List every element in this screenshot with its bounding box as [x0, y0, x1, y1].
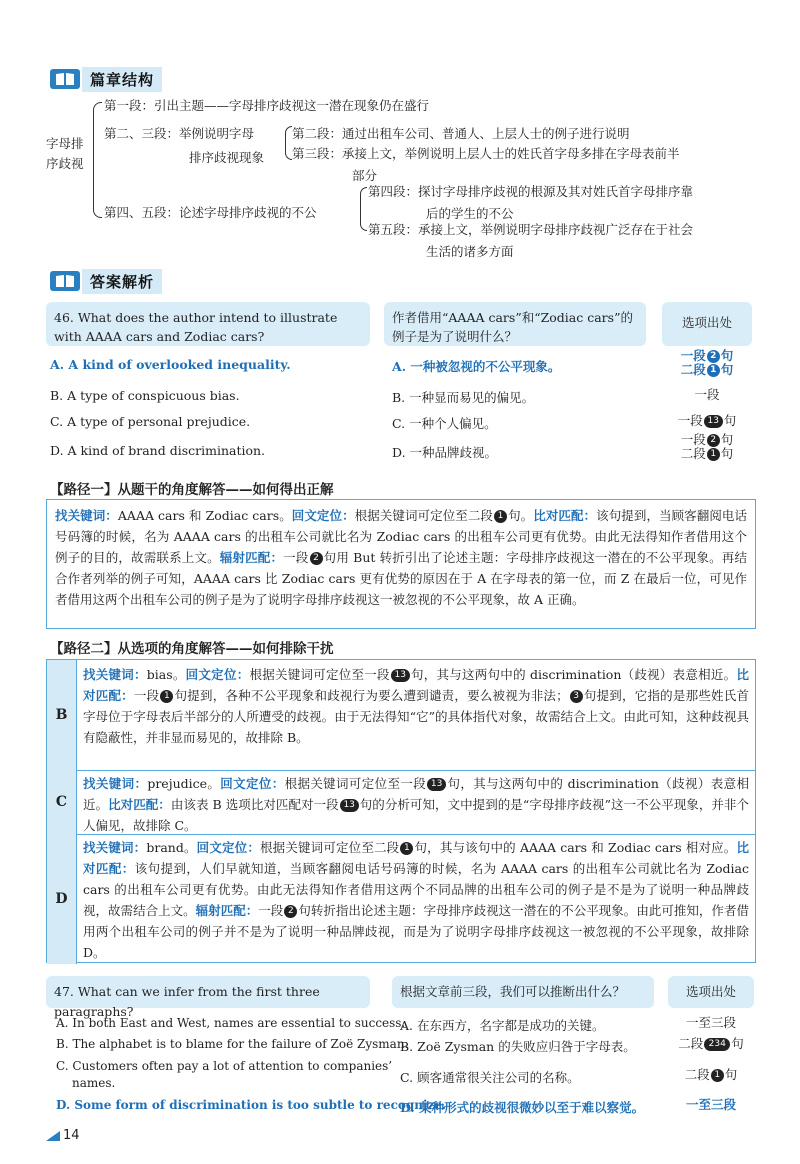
q46-option-b-zh: B. 一种显而易见的偏见。	[392, 390, 535, 405]
outline-p1: 第一段：引出主题——字母排序歧视这一潜在现象仍在盛行	[104, 98, 430, 113]
q46-option-c-en: C. A type of personal prejudice.	[50, 414, 251, 429]
row-text-d: 找关键词：brand。回文定位：根据关键词可定位至二段 1 句，其与该句中的 AAAA cars 和 Zodiac cars 相对应。比对匹配：该句提到，人们早就知道，当顾客翻阅电话号码簿的时候，名为 AAAA cars 的出租车公司就比名为 Zodiac cars 的出租车公司更有优势。由此无法得知作者借用这两个不同品牌的出租车公司的例子是不是为了说明一种品牌歧视，故需结合上文。辐射匹配：一段 2 句转折指出论述主题：字母排序歧视这一潜在的不公平现象。由此可推知，作者借用两个出租车公司的例子并不是为了说明一种品牌歧视，而是为了说明字母排序歧视这一被忽视的不公平现象，故排除 D。	[83, 840, 749, 960]
q47-source-header: 选项出处	[668, 976, 754, 1008]
outline-p45: 第四、五段：论述字母排序歧视的不公	[104, 205, 317, 220]
row-text-c: 找关键词：prejudice。回文定位：根据关键词可定位至一段 13 句，其与这两句中的 discrimination（歧视）表意相近。比对匹配：由该表 B 选项比对匹配对一段 13 句的分析可知，文中提到的是“字母排序歧视”这一不公平现象，并非个人偏见，故排除 C。	[83, 776, 749, 833]
path2-table	[46, 659, 756, 963]
q47-option-b-zh: B. Zoë Zysman 的失败应归咎于字母表。	[400, 1039, 636, 1054]
outline-p2: 第二段：通过出租车公司、普通人、上层人士的例子进行说明	[292, 126, 630, 141]
q46-option-a-en: A. A kind of overlooked inequality.	[50, 357, 291, 372]
q46-option-d-zh: D. 一种品牌歧视。	[392, 445, 498, 460]
q46-option-b-en: B. A type of conspicuous bias.	[50, 388, 240, 403]
path1-text: 找关键词：AAAA cars 和 Zodiac cars。回文定位：根据关键词可定位至二段 1 句。比对匹配：该句提到，当顾客翻阅电话号码簿的时候，名为 AAAA cars 的出租车公司就比名为 Zodiac cars 的出租车公司更有优势。由此无法得知作者借用这个例子的目的，故需联系上文。辐射匹配：一段 2 句用 But 转折引出了论述主题：字母排序歧视这一潜在的不公平现象。再结合作者列举的例子可知，AAAA cars 比 Zodiac cars 更有优势的原因在于 A 在字母表的第一位，而 Z 在最后一位，可见作者借用这两个出租车公司的例子是为了说明字母排序歧视这一被忽视的不公平现象，故 A 正确。	[55, 508, 747, 607]
outline-brace-p23	[285, 126, 292, 160]
row-text-b: 找关键词：bias。回文定位：根据关键词可定位至一段 13 句，其与这两句中的 discrimination（歧视）表意相近。比对匹配：一段 1 句提到，各种不公平现象和歧视行为要么遭到谴责，要么被视为非法； 3 句提到，它指的是那些姓氏首字母位于字母表后半部分的人所遭受的歧视。由于无法得知“它”的具体指代对象，故需结合上文。由此可知，这种歧视具有隐蔽性，并非显而易见的，故排除 B。	[83, 667, 749, 745]
q46-source-b: 一段	[694, 387, 720, 402]
outline-p3: 第三段：承接上文，举例说明上层人士的姓氏首字母多排在字母表前半 部分	[292, 146, 680, 183]
q46-option-c-zh: C. 一种个人偏见。	[392, 416, 497, 431]
row-label-c: C	[47, 770, 77, 834]
q47-option-c-en: C. Customers often pay a lot of attention to companies’ names.	[56, 1059, 393, 1090]
section-title: 答案解析	[82, 269, 162, 294]
section-title: 篇章结构	[82, 67, 162, 92]
outline-root: 字母排 序歧视	[46, 136, 84, 171]
q46-option-d-en: D. A kind of brand discrimination.	[50, 443, 266, 458]
q47-option-c-zh: C. 顾客通常很关注公司的名称。	[400, 1070, 580, 1085]
outline-brace-main	[93, 102, 102, 218]
q47-question-en: 47. What can we infer from the first three paragraphs?	[46, 976, 370, 1008]
q46-question-en: 46. What does the author intend to illustrate with AAAA cars and Zodiac cars?	[46, 302, 370, 346]
page-number: 14	[46, 1128, 80, 1143]
q47-question-zh: 根据文章前三段，我们可以推断出什么？	[392, 976, 654, 1008]
q46-source-d: 一段 2 句 二段 1 句	[680, 432, 734, 461]
row-divider	[47, 770, 755, 771]
q46-option-a-zh: A. 一种被忽视的不公平现象。	[392, 359, 561, 374]
q46-source-a: 一段 2 句 二段 1 句	[680, 348, 734, 377]
row-label-d: D	[47, 834, 77, 964]
book-icon	[50, 69, 80, 89]
path1-title: 【路径一】从题干的角度解答——如何得出正解	[50, 482, 334, 498]
outline-p23: 第二、三段：举例说明字母 排序歧视现象	[104, 126, 265, 165]
path1-box	[46, 499, 756, 629]
section-heading-structure	[50, 68, 162, 90]
path2-title: 【路径二】从选项的角度解答——如何排除干扰	[50, 641, 334, 657]
q47-option-d-zh: D. 某种形式的歧视很微妙以至于难以察觉。	[400, 1100, 645, 1115]
q47-option-d-en: D. Some form of discrimination is too subtle to recognize.	[56, 1098, 447, 1112]
outline-p5: 第五段：承接上文，举例说明字母排序歧视广泛存在于社会 生活的诸多方面	[368, 222, 694, 259]
q46-question-zh: 作者借用“AAAA cars”和“Zodiac cars”的例子是为了说明什么？	[384, 302, 646, 346]
row-divider	[47, 834, 755, 835]
q47-option-b-en: B. The alphabet is to blame for the failure of Zoë Zysman.	[56, 1037, 409, 1051]
page-marker-icon	[46, 1130, 60, 1142]
q47-option-a-en: A. In both East and West, names are essential to success.	[56, 1016, 406, 1030]
outline-p4: 第四段：探讨字母排序歧视的根源及其对姓氏首字母排序靠 后的学生的不公	[368, 184, 694, 221]
q47-source-b: 二段 234 句	[678, 1036, 744, 1051]
q47-source-c: 二段 1 句	[684, 1067, 738, 1082]
q47-source-a: 一至三段	[685, 1015, 736, 1030]
outline-brace-p45	[360, 187, 367, 231]
row-label-b: B	[47, 660, 77, 770]
q47-option-a-zh: A. 在东西方，名字都是成功的关键。	[400, 1018, 605, 1033]
section-heading-answers	[50, 270, 162, 292]
q46-source-c: 一段 13 句	[677, 413, 737, 428]
book-icon	[50, 271, 80, 291]
q46-source-header: 选项出处	[662, 302, 752, 346]
q47-source-d: 一至三段	[685, 1097, 736, 1112]
